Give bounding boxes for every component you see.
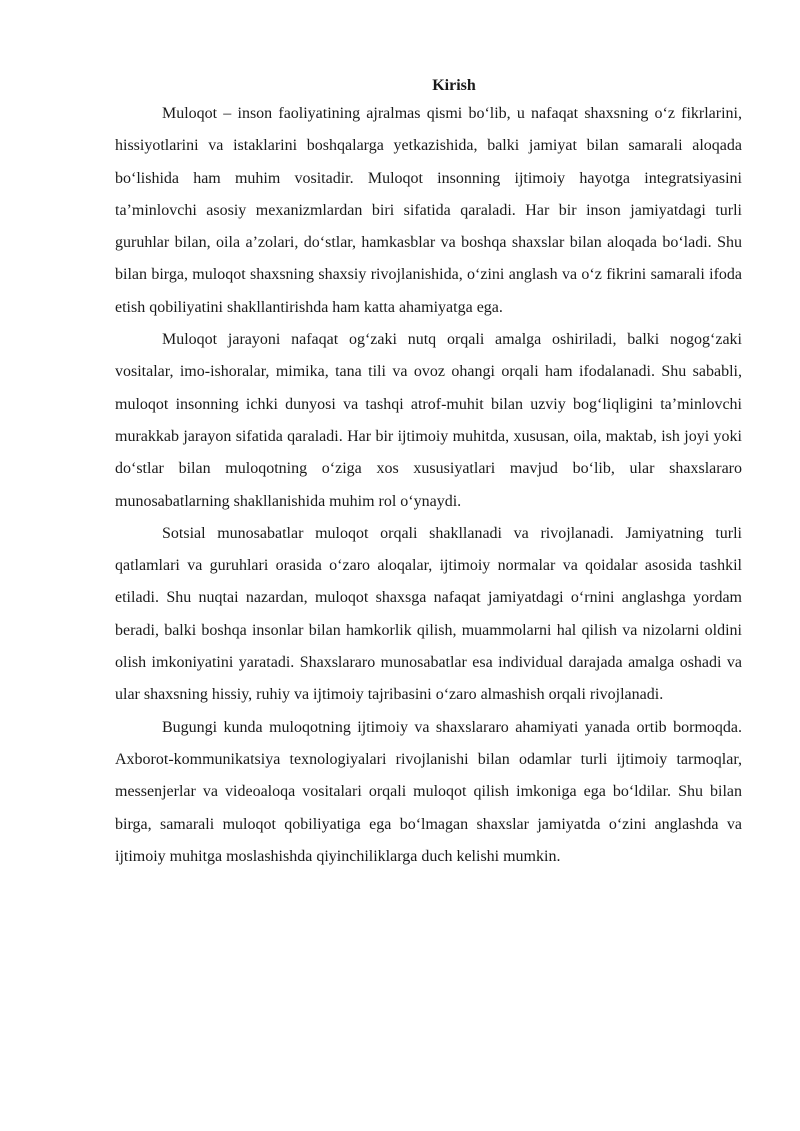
paragraph-1: Muloqot – inson faoliyatining ajralmas qismi bo‘lib, u nafaqat shaxsning o‘z fikrlarini, hissiyotlarini va istaklarini boshqalarga yetkazishida, balki jamiyat bilan samarali aloqada bo‘lishida ham muhim vositadir. Muloqot insonning ijtimoiy hayotga integratsiyasini ta’minlovchi asosiy mexanizmlardan biri sifatida qaraladi. Har bir inson jamiyatdagi turli guruhlar bilan, oila a’zolari, do‘stlar, hamkasblar va boshqa shaxslar bilan aloqada bo‘ladi. Shu bilan birga, muloqot shaxsning shaxsiy rivojlanishida, o‘zini anglash va o‘z fikrini samarali ifoda etish qobiliyatini shakllantirishda ham katta ahamiyatga ega. [115, 105, 742, 316]
paragraph-2: Muloqot jarayoni nafaqat og‘zaki nutq orqali amalga oshiriladi, balki nogog‘zaki vositalar, imo-ishoralar, mimika, tana tili va ovoz ohangi orqali ham ifodalanadi. Shu sababli, muloqot insonning ichki dunyosi va tashqi atrof-muhit bilan uzviy bog‘liqligini ta’minlovchi murakkab jarayon sifatida qaraladi. Har bir ijtimoiy muhitda, xususan, oila, maktab, ish joyi yoki do‘stlar bilan muloqotning o‘ziga xos xususiyatlari mavjud bo‘lib, ular shaxslararo munosabatlarning shakllanishida muhim rol o‘ynaydi. [115, 331, 742, 510]
document-page [115, 74, 742, 873]
page-title: Kirish [432, 77, 476, 94]
paragraph-4: Bugungi kunda muloqotning ijtimoiy va shaxslararo ahamiyati yanada ortib bormoqda. Axborot-kommunikatsiya texnologiyalari rivojlanishi bilan odamlar turli ijtimoiy tarmoqlar, messenjerlar va videoaloqa vositalari orqali muloqot qilish imkoniga ega bo‘ldilar. Shu bilan birga, samarali muloqot qobiliyatiga ega bo‘lmagan shaxslar jamiyatda o‘zini anglashda va ijtimoiy muhitga moslashishda qiyinchiliklarga duch kelishi mumkin. [115, 718, 742, 865]
paragraph-3: Sotsial munosabatlar muloqot orqali shakllanadi va rivojlanadi. Jamiyatning turli qatlamlari va guruhlari orasida o‘zaro aloqalar, ijtimoiy normalar va qoidalar asosida tashkil etiladi. Shu nuqtai nazardan, muloqot shaxsga nafaqat jamiyatdagi o‘rnini anglashga yordam beradi, balki boshqa insonlar bilan hamkorlik qilish, muammolarni hal qilish va nizolarni oldini olish imkoniyatini yaratadi. Shaxslararo munosabatlar esa individual darajada amalga oshadi va ular shaxsning hissiy, ruhiy va ijtimoiy tajribasini o‘zaro almashish orqali rivojlanadi. [115, 524, 742, 704]
